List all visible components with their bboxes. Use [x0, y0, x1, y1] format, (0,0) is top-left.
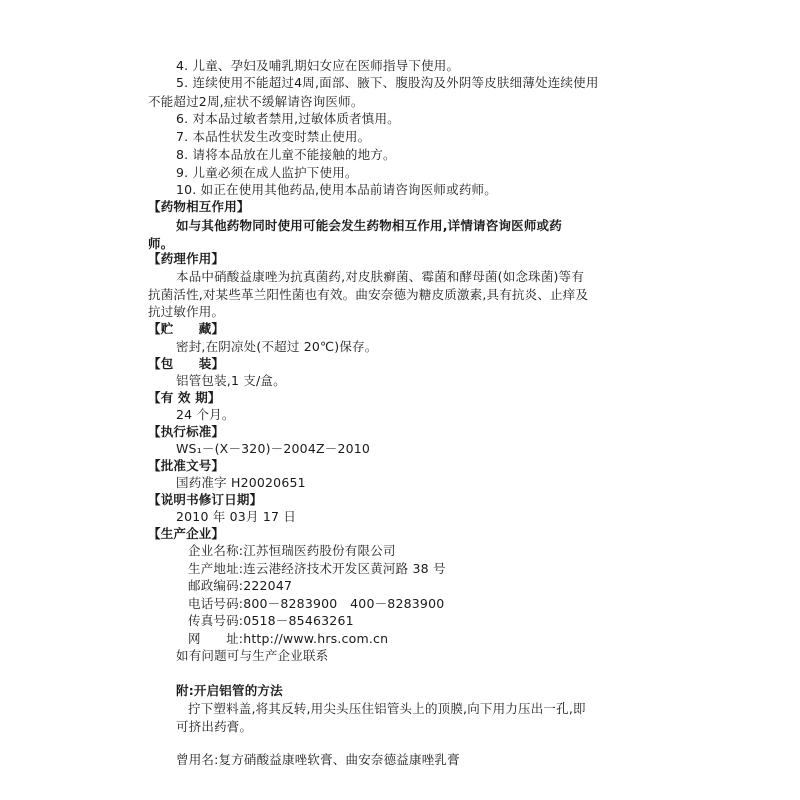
former-name: 曾用名:复方硝酸益康唑软膏、曲安奈德益康唑乳膏 — [176, 752, 460, 767]
precaution-item: 7. 本品性状发生改变时禁止使用。 — [176, 129, 371, 144]
precaution-item: 6. 对本品过敏者禁用,过敏体质者慎用。 — [176, 111, 400, 126]
manufacturer-fax: 传真号码:0518－85463261 — [188, 613, 354, 628]
approval-text: 国药准字 H20020651 — [176, 475, 306, 490]
manufacturer-website: 网 址:http://www.hrs.com.cn — [188, 631, 389, 646]
manufacturer-contact-note: 如有问题可与生产企业联系 — [176, 648, 329, 663]
validity-text: 24 个月。 — [176, 407, 235, 422]
revision-text: 2010 年 03月 17 日 — [176, 509, 297, 524]
section-heading-manufacturer: 【生产企业】 — [148, 526, 225, 541]
manufacturer-address: 生产地址:连云港经济技术开发区黄河路 38 号 — [188, 561, 446, 576]
precaution-item: 8. 请将本品放在儿童不能接触的地方。 — [176, 147, 396, 162]
section-heading-interaction: 【药物相互作用】 — [148, 199, 250, 214]
section-heading-pharmacology: 【药理作用】 — [148, 251, 225, 266]
manufacturer-phone: 电话号码:800－8283900 400－8283900 — [188, 596, 445, 611]
package-text: 铝管包装,1 支/盒。 — [176, 373, 286, 388]
precaution-item: 4. 儿童、孕妇及哺乳期妇女应在医师指导下使用。 — [176, 58, 460, 73]
standard-text: WS₁－(X－320)－2004Z－2010 — [176, 441, 371, 456]
precaution-item: 9. 儿童必须在成人监护下使用。 — [176, 165, 358, 180]
pharmacology-text: 抗菌活性,对某些革兰阳性菌也有效。曲安奈德为糖皮质激素,具有抗炎、止痒及 — [148, 287, 589, 302]
pharmacology-text: 本品中硝酸益康唑为抗真菌药,对皮肤癣菌、霉菌和酵母菌(如念珠菌)等有 — [176, 269, 585, 284]
storage-text: 密封,在阴凉处(不超过 20℃)保存。 — [176, 339, 378, 354]
section-heading-revision: 【说明书修订日期】 — [148, 492, 263, 507]
section-heading-validity: 【有 效 期】 — [148, 390, 221, 405]
section-heading-storage: 【贮 藏】 — [148, 321, 225, 336]
manufacturer-postcode: 邮政编码:222047 — [188, 578, 293, 593]
precaution-item: 10. 如正在使用其他药品,使用本品前请咨询医师或药师。 — [176, 182, 497, 197]
section-heading-standard: 【执行标准】 — [148, 424, 225, 439]
appendix-text: 可挤出药膏。 — [176, 719, 253, 734]
precaution-item: 5. 连续使用不能超过4周,面部、腋下、腹股沟及外阴等皮肤细薄处连续使用 — [176, 75, 599, 90]
appendix-text: 拧下塑料盖,将其反转,用尖头压住铝管头上的顶膜,向下用力压出一孔,即 — [188, 701, 586, 716]
appendix-title: 附:开启铝管的方法 — [176, 683, 283, 698]
precaution-item-cont: 不能超过2周,症状不缓解请咨询医师。 — [148, 94, 364, 109]
manufacturer-name: 企业名称:江苏恒瑞医药股份有限公司 — [188, 543, 396, 558]
interaction-text: 师。 — [148, 236, 174, 251]
section-heading-package: 【包 装】 — [148, 356, 225, 371]
pharmacology-text: 抗过敏作用。 — [148, 304, 225, 319]
interaction-text: 如与其他药物同时使用可能会发生药物相互作用,详情请咨询医师或药 — [176, 218, 562, 233]
section-heading-approval: 【批准文号】 — [148, 458, 225, 473]
